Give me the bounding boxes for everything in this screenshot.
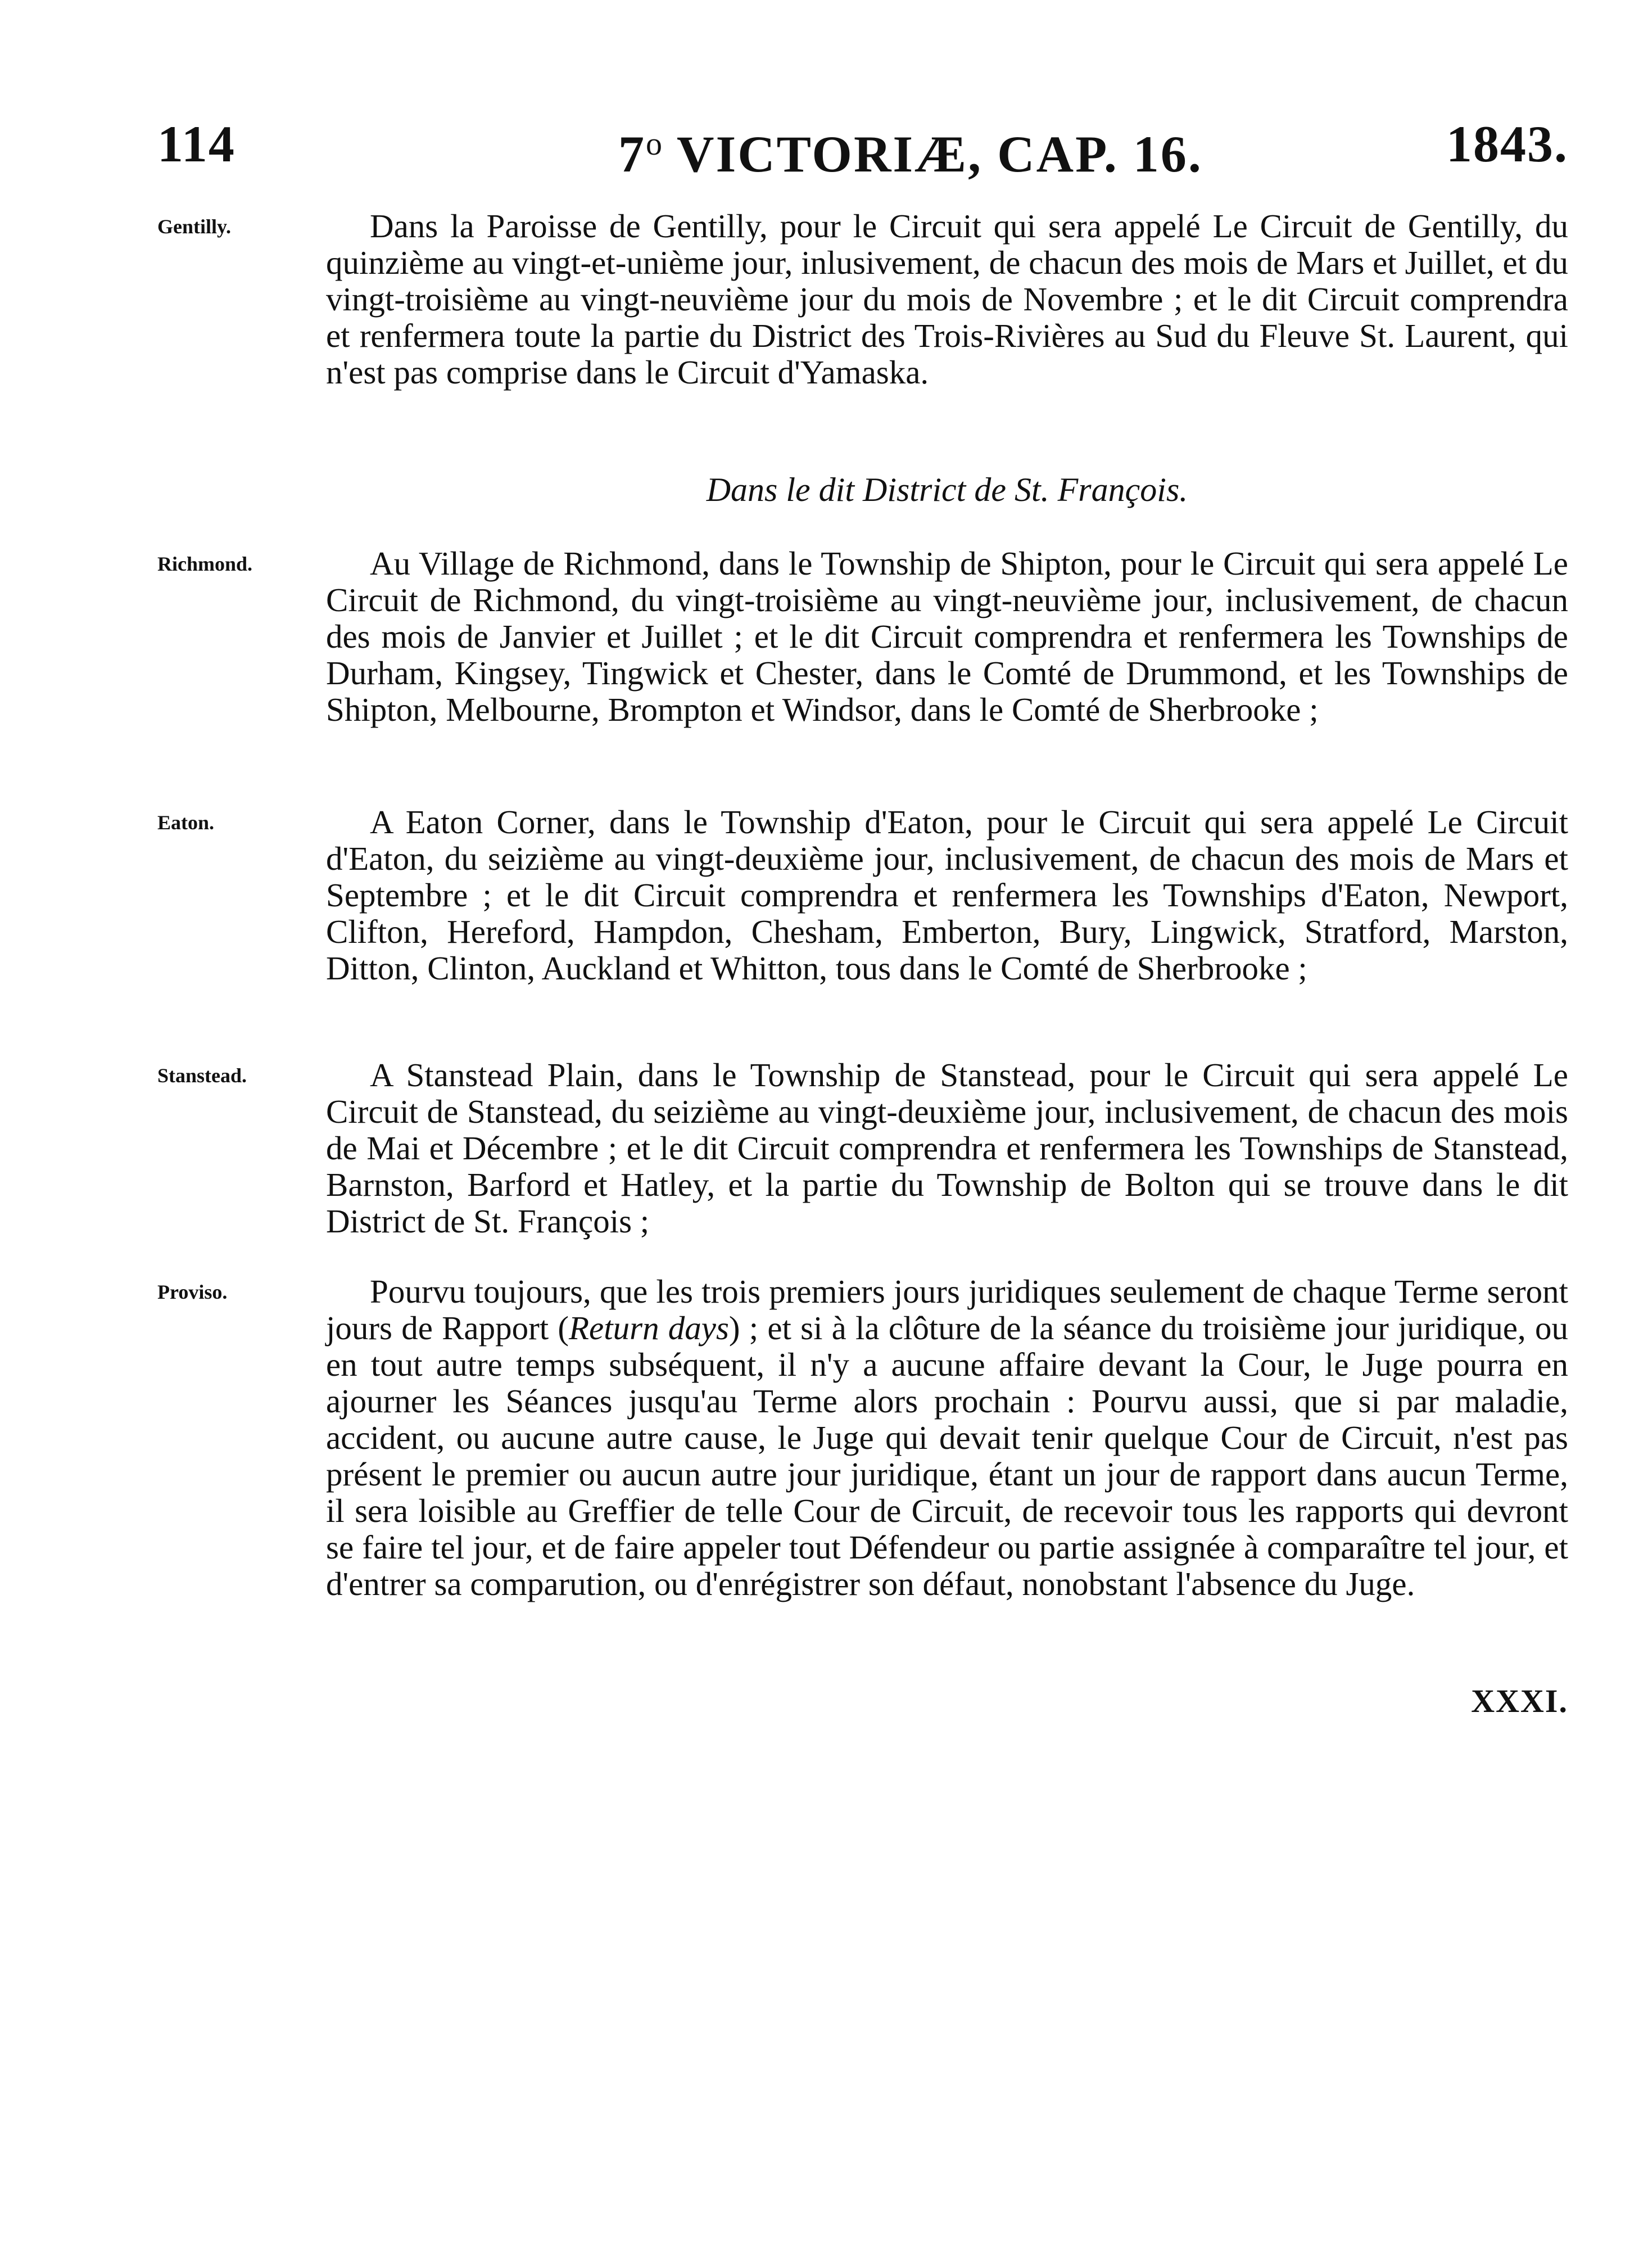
district-subheading: Dans le dit District de St. François. [706, 471, 1188, 508]
proviso-text-start: Pourvu toujours, que les trois premiers jours juridiques seulement de chaque Terme seront jours de Rapport ( [326, 1273, 1568, 1347]
margin-note-stanstead: Stanstead. [157, 1064, 247, 1087]
margin-note-richmond: Richmond. [157, 553, 253, 575]
catchword: XXXI. [1471, 1683, 1568, 1719]
margin-note-proviso: Proviso. [157, 1281, 228, 1303]
regnal-year: 7 [618, 125, 646, 183]
proviso-text-end: ) ; et si à la clôture de la séance du troisième jour juridique, ou en tout autre temps subséquent, il n'y a aucune affaire devant la Cour, le Juge pourra en ajourner les Séances jusqu'au Terme alors prochain : Pourvu aussi, que si par maladie, accident, ou aucune autre cause, le Juge qui devait tenir quelque Cour de Circuit, n'est pas présent le premier ou aucun autre jour juridique, étant un jour de rapport dans aucun Terme, il sera loisible au Greffier de telle Cour de Circuit, de recevoir tous les rapports qui devront se faire tel jour, et de faire appeler tout Défendeur ou partie assignée à comparaître tel jour, et d'entrer sa comparution, ou d'enrégistrer son défaut, nonobstant l'absence du Juge. [326, 1309, 1568, 1602]
header-year: 1843. [1446, 115, 1568, 173]
running-title [618, 110, 1203, 188]
page-number: 114 [157, 115, 236, 173]
proviso-italic-term: Return days [569, 1309, 729, 1347]
paragraph-proviso [326, 1273, 1568, 1602]
paragraph-gentilly: Dans la Paroisse de Gentilly, pour le Circuit qui sera appelé Le Circuit de Gentilly, du quinzième au vingt-et-unième jour, inlusivement, de chacun des mois de Mars et Juillet, et du vingt-troisième au vingt-neuvième jour du mois de Novembre ; et le dit Circuit comprendra et renfermera toute la partie du District des Trois-Rivières au Sud du Fleuve St. Laurent, qui n'est pas comprise dans le Circuit d'Yamaska. [326, 207, 1568, 391]
paragraph-stanstead: A Stanstead Plain, dans le Township de Stanstead, pour le Circuit qui sera appelé Le Circuit de Stanstead, du seizième au vingt-deuxième jour, inclusivement, de chacun des mois de Mai et Décembre ; et le dit Circuit comprendra et renfermera les Townships de Stanstead, Barnston, Barford et Hatley, et la partie du Township de Bolton qui se trouve dans le dit District de St. François ; [326, 1056, 1568, 1240]
running-header [157, 110, 1568, 183]
regnal-superscript: o [646, 125, 662, 162]
chapter-reference: VICTORIÆ, CAP. 16. [677, 125, 1203, 183]
margin-note-eaton: Eaton. [157, 811, 215, 834]
margin-note-gentilly: Gentilly. [157, 215, 232, 238]
paragraph-eaton: A Eaton Corner, dans le Township d'Eaton, pour le Circuit qui sera appelé Le Circuit d'Eaton, du seizième au vingt-deuxième jour, inclusivement, de chacun des mois de Mars et Septembre ; et le dit Circuit comprendra et renfermera les Townships d'Eaton, Newport, Clifton, Hereford, Hampdon, Chesham, Emberton, Bury, Lingwick, Stratford, Marston, Ditton, Clinton, Auckland et Whitton, tous dans le Comté de Sherbrooke ; [326, 803, 1568, 987]
paragraph-richmond: Au Village de Richmond, dans le Township de Shipton, pour le Circuit qui sera appelé Le Circuit de Richmond, du vingt-troisième au vingt-neuvième jour, inclusivement, de chacun des mois de Janvier et Juillet ; et le dit Circuit comprendra et renfermera les Townships de Durham, Kingsey, Tingwick et Chester, dans le Comté de Drummond, et les Townships de Shipton, Melbourne, Brompton et Windsor, dans le Comté de Sherbrooke ; [326, 545, 1568, 728]
